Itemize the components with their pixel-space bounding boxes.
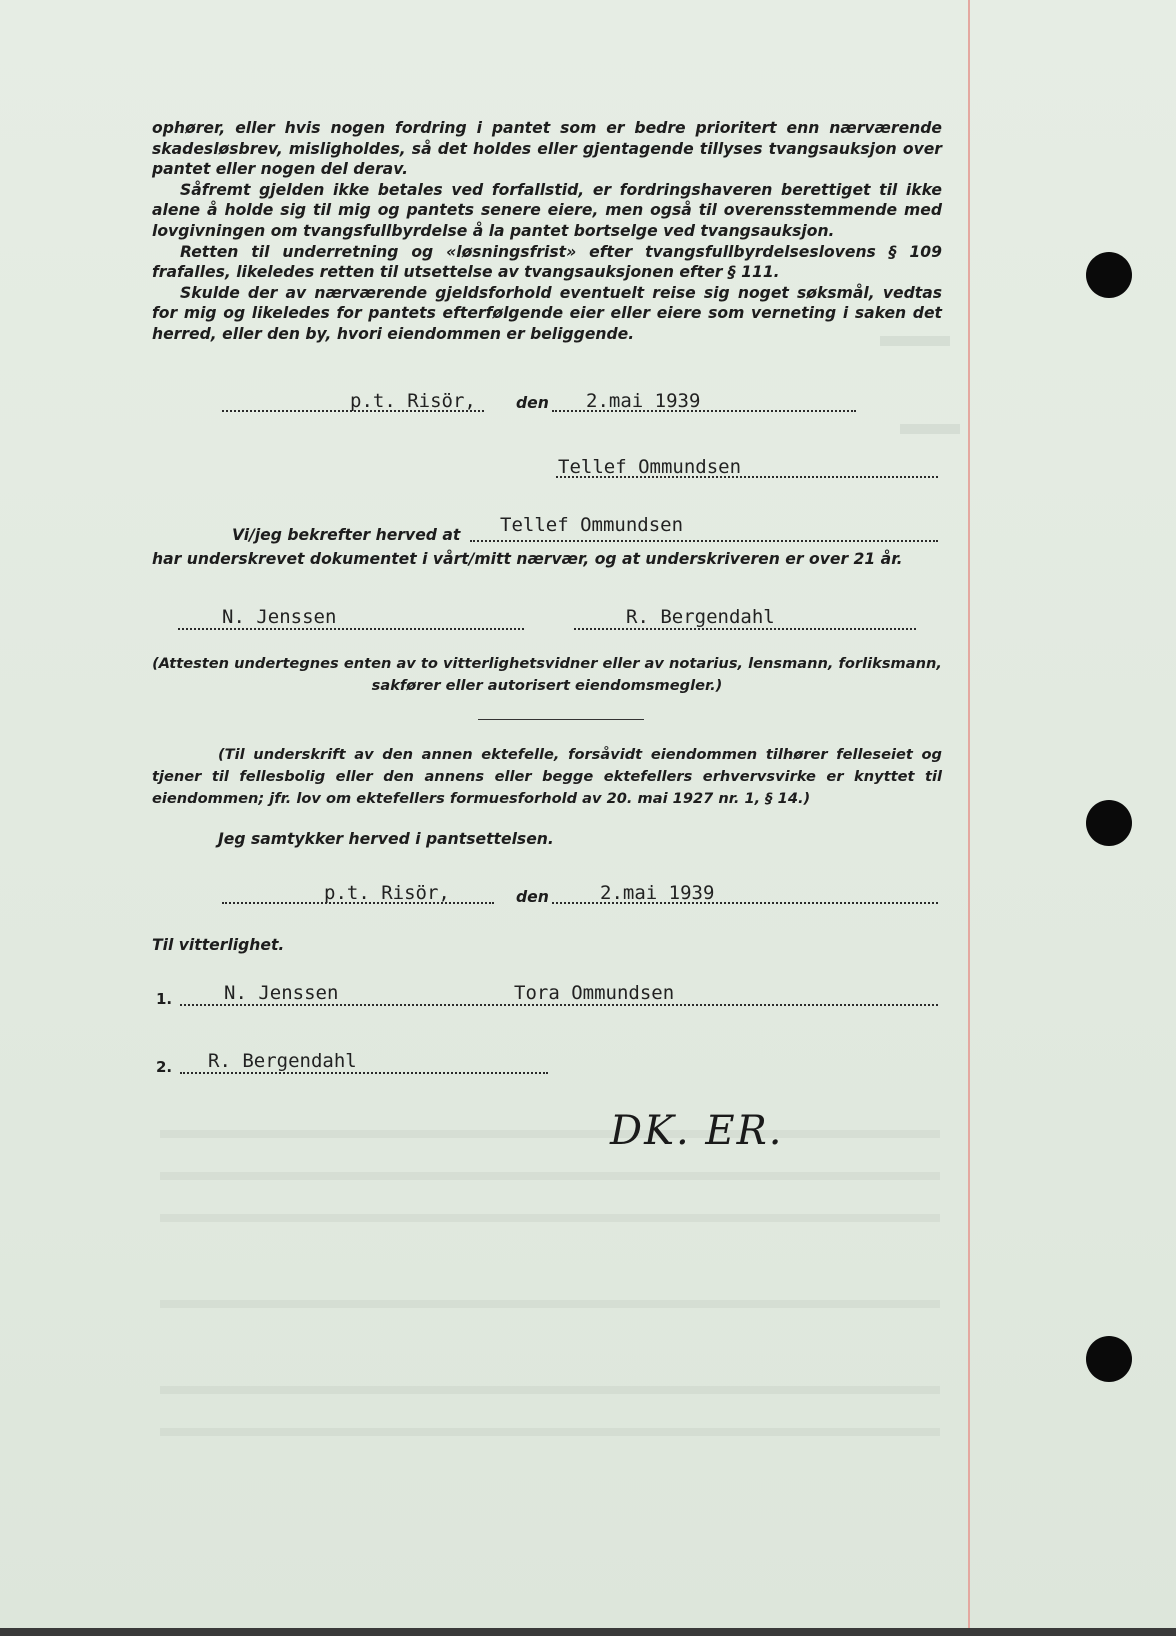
bleed-through [160, 1300, 940, 1308]
signing-date: 2.mai 1939 [586, 390, 701, 412]
dotted-line [178, 628, 524, 630]
bleed-through [160, 1214, 940, 1222]
page-bottom-edge [0, 1628, 1176, 1636]
margin-rule [968, 0, 970, 1636]
attested-name: Tellef Ommundsen [500, 514, 684, 536]
punch-hole [1086, 800, 1132, 846]
witness-first: N. Jenssen [222, 606, 337, 628]
signing-place: p.t. Risör, [350, 390, 476, 412]
attestation-text: har underskrevet dokumentet i vårt/mitt nærvær, og at underskriveren er over 21 år. [152, 550, 903, 568]
witness-number: 2. [156, 1058, 173, 1076]
attest-note-line: sakfører eller autorisert eiendomsmegler.) [371, 677, 723, 694]
dotted-line [470, 540, 938, 542]
punch-hole [1086, 1336, 1132, 1382]
paragraph: Såfremt gjelden ikke betales ved forfallstid, er fordringshaveren berettiget til ikke alene å holde sig til mig og pantets senere eiere, men også til overensstemmende med lovgivningen om tvangsfullbyrdelse å la pantet bortselge ved tvangsauksjon. [152, 180, 942, 240]
witness-name: N. Jenssen [224, 982, 339, 1004]
witness-second: R. Bergendahl [626, 606, 775, 628]
vitterlighet-label: Til vitterlighet. [152, 936, 285, 954]
witness-name: R. Bergendahl [208, 1050, 357, 1072]
spouse-note: (Til underskrift av den annen ektefelle, forsåvidt eiendommen tilhører felleseiet og tjener til fellesbolig eller den annens eller begge ektefellers erhvervsvirke er knyttet til eiendommen; jfr. lov om ektefellers formuesforhold av 20. mai 1927 nr. 1, § 14.) [152, 746, 942, 807]
dotted-line [574, 628, 916, 630]
attest-note-line: (Attesten undertegnes enten av to vitterlighetsvidner eller av notarius, lensmann, forliksmann, [152, 655, 942, 672]
punch-hole [1086, 252, 1132, 298]
signer-name: Tellef Ommundsen [558, 456, 742, 478]
signing-date: 2.mai 1939 [600, 882, 715, 904]
dotted-line [180, 1072, 548, 1074]
signing-place: p.t. Risör, [324, 882, 450, 904]
spouse-signer-name: Tora Ommundsen [514, 982, 675, 1004]
den-label: den [516, 888, 549, 906]
bleed-through [160, 1172, 940, 1180]
separator-rule [478, 719, 644, 720]
witness-number: 1. [156, 990, 173, 1008]
dotted-line [180, 1004, 938, 1006]
attestation-prefix: Vi/jeg bekrefter herved at [232, 526, 461, 544]
bleed-through [160, 1386, 940, 1394]
paragraph: Skulde der av nærværende gjeldsforhold eventuelt reise sig noget søksmål, vedtas for mig og likeledes for pantets efterfølgende eier eller eiere som verneting i saken det herred, eller den by, hvori eiendommen er beliggende. [152, 283, 942, 343]
bleed-through [160, 1130, 940, 1138]
bleed-through [900, 424, 960, 434]
paragraph: Retten til underretning og «løsningsfrist» efter tvangsfullbyrdelseslovens § 109 frafalles, likeledes retten til utsettelse av tvangsauksjonen efter § 111. [152, 242, 942, 282]
consent-text: Jeg samtykker herved i pantsettelsen. [218, 830, 554, 848]
paragraph: ophører, eller hvis nogen fordring i pantet som er bedre prioritert enn nærværende skadesløsbrev, misligholdes, så det holdes eller gjentagende tillyses tvangsauksjon over pantet eller nogen del derav. [152, 119, 942, 179]
bleed-through [160, 1428, 940, 1436]
handwritten-initials: DK. ER. [610, 1108, 784, 1154]
den-label: den [516, 394, 549, 412]
body-text [152, 118, 942, 345]
